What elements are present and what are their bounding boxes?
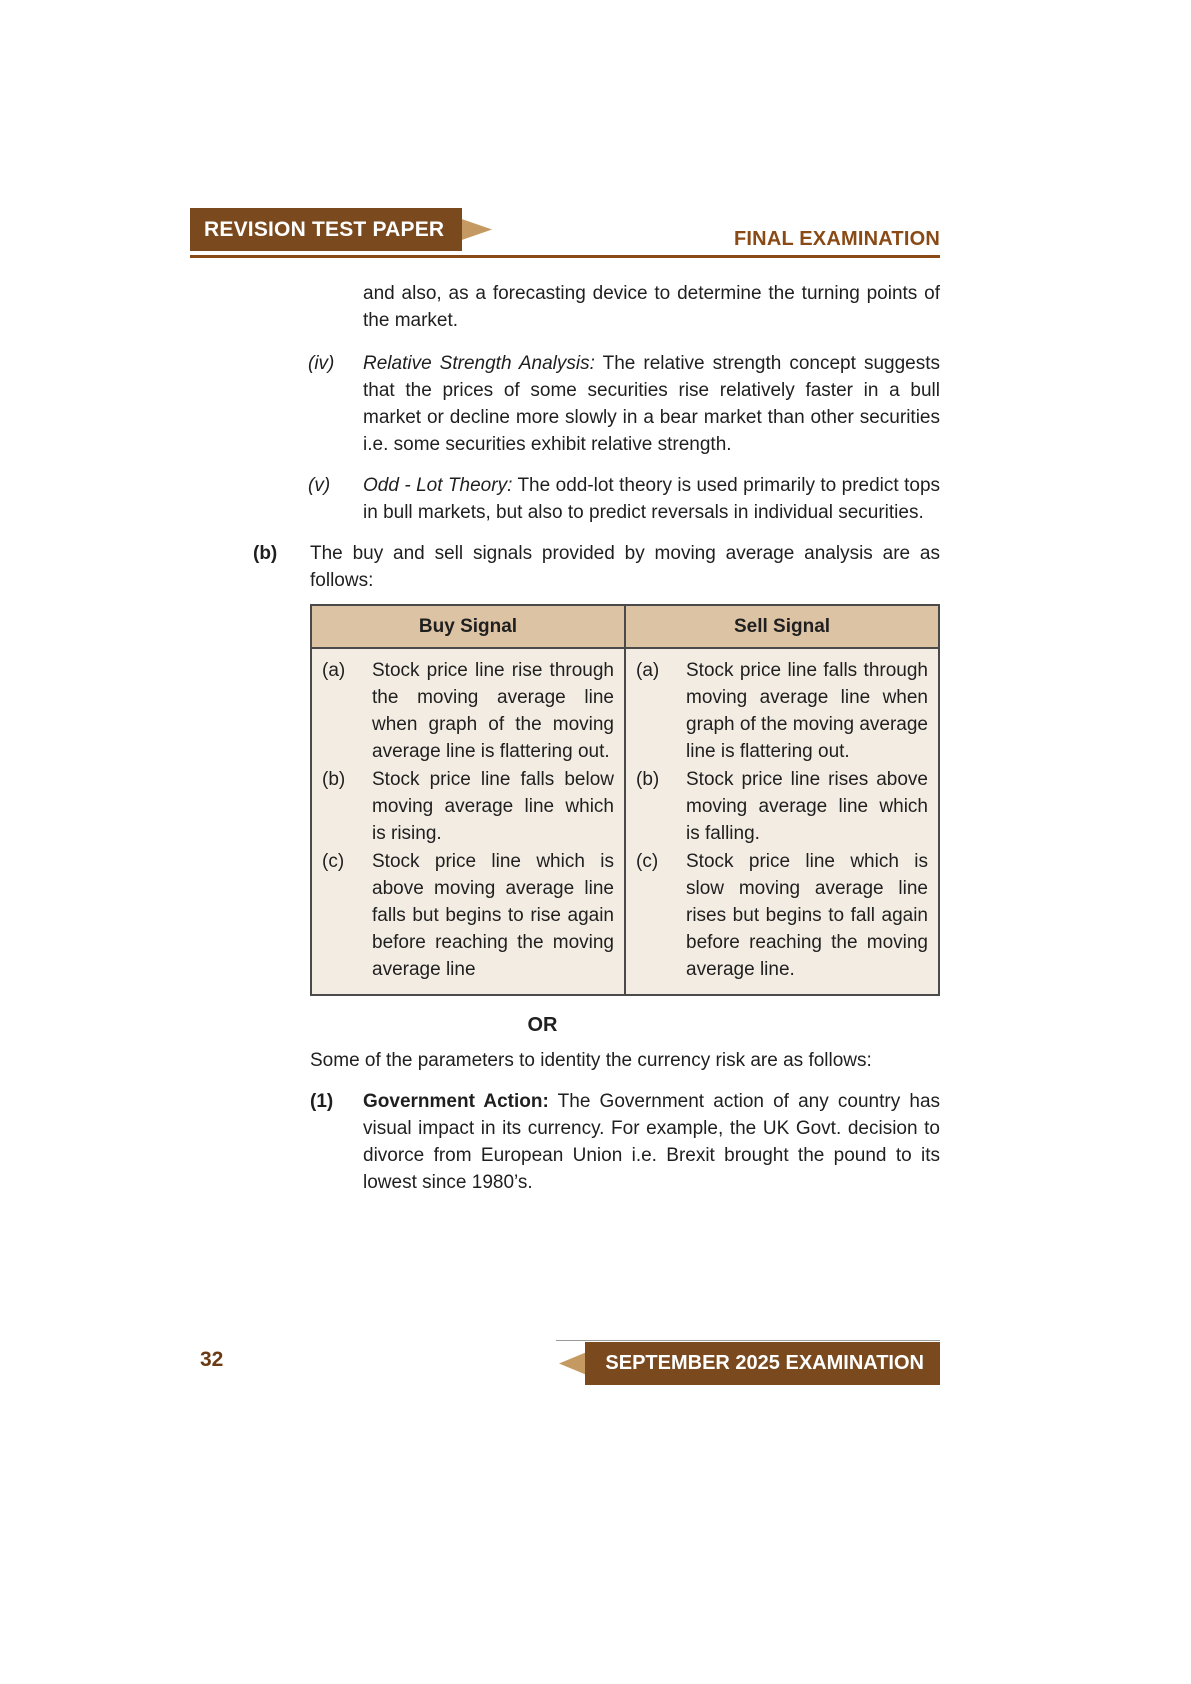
cell-item-label: (c) (322, 851, 345, 872)
buy-item-c (322, 848, 614, 983)
sell-item-b (636, 766, 928, 847)
signal-table (310, 604, 940, 996)
alt-item-label: (1) (310, 1091, 334, 1112)
point-b-text: The buy and sell signals provided by moving average analysis are as follows: (310, 543, 940, 591)
buy-signal-cell (311, 648, 625, 995)
alt-intro-paragraph: Some of the parameters to identity the currency risk are as follows: (310, 1050, 872, 1071)
item-text (363, 472, 940, 526)
cell-item-text: Stock price line rises above moving average line which is falling. (686, 769, 928, 844)
item-label: (v) (308, 475, 331, 496)
alt-item-text (363, 1088, 940, 1196)
cell-item-label: (b) (322, 769, 346, 790)
list-item-v (308, 472, 940, 526)
item-text (363, 350, 940, 458)
cell-item-label: (a) (322, 660, 346, 681)
signal-table-wrapper (310, 604, 940, 996)
column-header-sell-signal: Sell Signal (625, 605, 939, 648)
item-body: The odd-lot theory is used primarily to predict tops in bull markets, but also to predict reversals in individual securities. (363, 475, 941, 523)
buy-item-b (322, 766, 614, 847)
list-item-iv (308, 350, 940, 458)
point-b (253, 540, 940, 594)
exam-title: FINAL EXAMINATION (734, 228, 940, 250)
item-label: (iv) (308, 353, 335, 374)
cell-item-text: Stock price line falls below moving average line which is rising. (372, 769, 614, 844)
footer-banner (585, 1342, 940, 1385)
header-banner-label: REVISION TEST PAPER (204, 217, 445, 241)
item-term: Odd - Lot Theory: (363, 475, 513, 496)
cell-item-label: (a) (636, 660, 660, 681)
cell-item-label: (c) (636, 851, 659, 872)
alt-list-item-1 (310, 1088, 940, 1196)
cell-item-text: Stock price line rise through the moving average line when graph of the moving average line is flattering out. (372, 660, 614, 762)
page-number: 32 (200, 1348, 224, 1371)
footer-rule (556, 1340, 940, 1341)
cell-item-text: Stock price line falls through moving average line when graph of the moving average line is flattering out. (686, 660, 928, 762)
cell-item-text: Stock price line which is slow moving average line rises but begins to fall again before reaching the moving average line. (686, 851, 928, 980)
footer-banner-label: SEPTEMBER 2025 EXAMINATION (605, 1352, 924, 1374)
sell-item-c (636, 848, 928, 983)
buy-item-a (322, 657, 614, 765)
sell-signal-cell (625, 648, 939, 995)
column-header-buy-signal: Buy Signal (311, 605, 625, 648)
alt-item-term: Government Action: (363, 1091, 549, 1112)
table-header-row (311, 605, 939, 648)
sell-item-a (636, 657, 928, 765)
table-body-row (311, 648, 939, 995)
item-body: The relative strength concept suggests that the prices of some securities rise relatively faster in a bull market or decline more slowly in a bear market than other securities i.e. some securities exhibit relative strength. (363, 353, 940, 455)
content-area (190, 280, 940, 1196)
or-divider: OR (527, 1014, 558, 1036)
point-b-label: (b) (253, 543, 278, 564)
header-rule (190, 255, 940, 258)
cell-item-text: Stock price line which is above moving average line falls but begins to rise again before reaching the moving average line (372, 851, 614, 980)
cell-item-label: (b) (636, 769, 660, 790)
intro-paragraph: and also, as a forecasting device to determine the turning points of the market. (363, 283, 940, 331)
alt-item-body: The Government action of any country has visual impact in its currency. For example, the UK Govt. decision to divorce from European Union i.e. Brexit brought the pound to its lowest since 1980’s. (363, 1091, 941, 1193)
header-banner (190, 208, 462, 251)
item-term: Relative Strength Analysis: (363, 353, 595, 374)
